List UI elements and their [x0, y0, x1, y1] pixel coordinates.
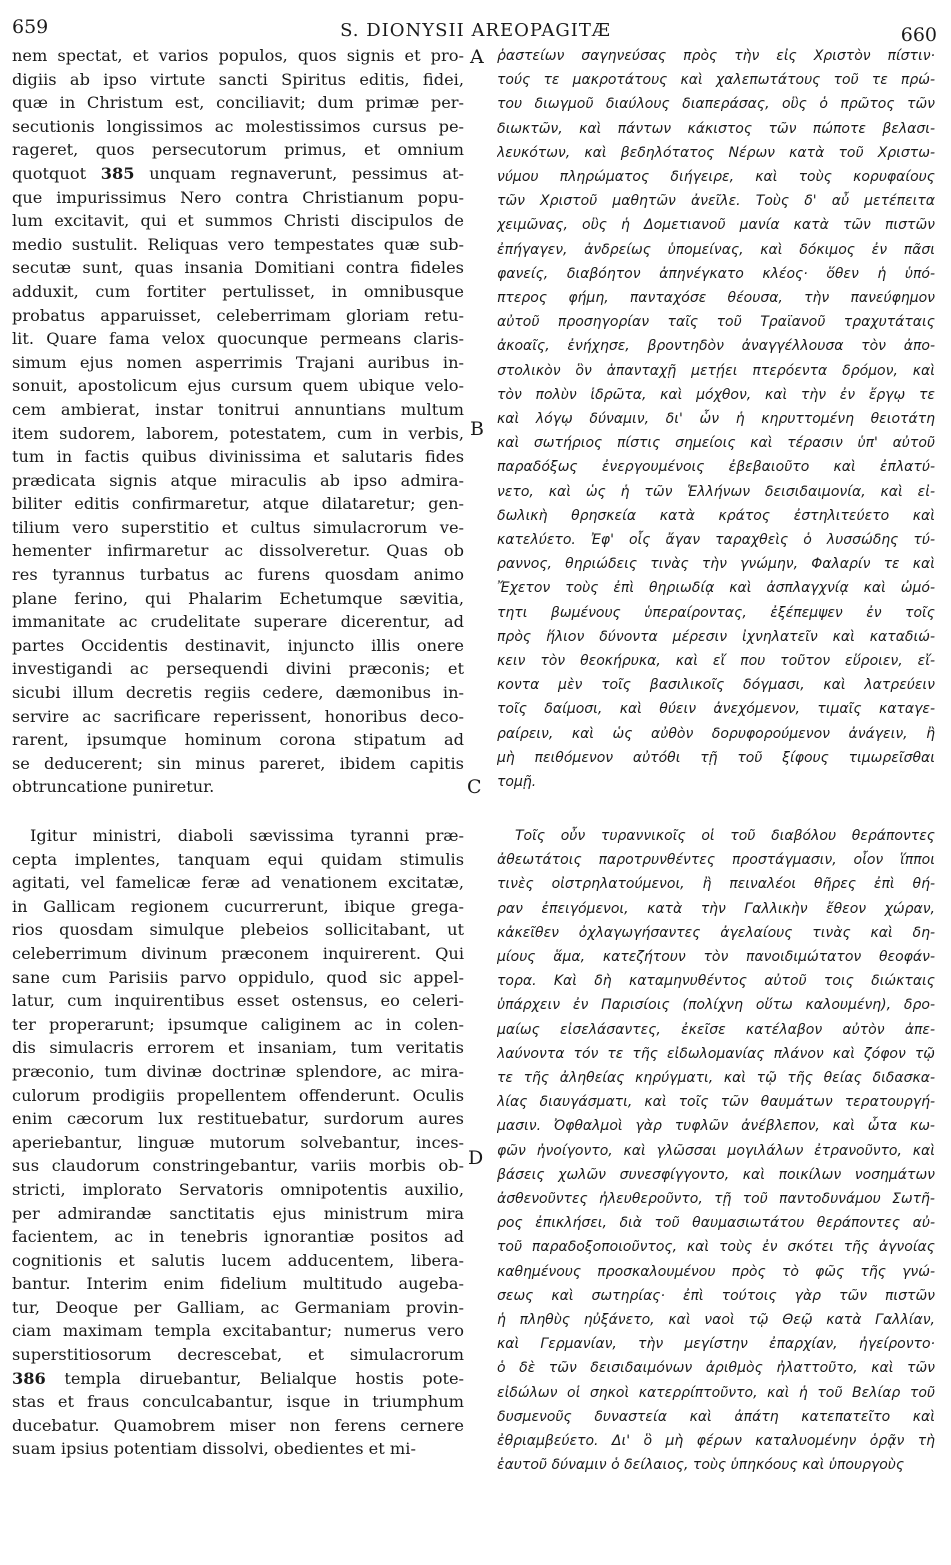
latin-line: latur, cum inquirentibus esset ostensus, eo celeri- [12, 991, 464, 1011]
latin-line: res tyrannus turbatus ac furens quosdam animo [12, 565, 464, 585]
margin-marker-c: C [467, 776, 482, 798]
latin-line: partes Occidentis destinavit, injuncto illis onere [12, 635, 464, 655]
greek-line: δυσμενοῦς δυναστεία καὶ ἀπάτη κατεπατεῖτο καὶ [497, 1408, 935, 1425]
latin-line: adduxit, cum fortiter pertulisset, in omnibusque [12, 281, 464, 301]
latin-line: prædicata signis atque miraculis ab ipso admira- [12, 470, 464, 490]
greek-line: φανείς, διαβόητον ἀπηνέγκατο κλέος· ὅθεν ἡ ὑπό- [497, 265, 935, 282]
latin-line: Igitur ministri, diaboli sævissima tyranni præ- [30, 826, 464, 845]
greek-line: ραν ἐπειγόμενοι, κατὰ τὴν Γαλλικὴν ἔθεον χώραν, [497, 900, 935, 917]
greek-line: τὸν πολὺν ἱδρῶτα, καὶ μόχθον, καὶ τὴν ἐν ἔργῳ τε [497, 386, 935, 403]
latin-line: ciam maximam templa excitabantur; numerus vero [12, 1321, 464, 1341]
greek-line: βάσεις χωλῶν συνεσφίγγοντο, καὶ ποικίλων νοσημάτων [497, 1166, 935, 1183]
greek-line: τινὲς οἰστρηλατούμενοι, ἢ πειναλέοι θῆρες ἐπὶ θή- [497, 876, 935, 893]
greek-line: νετο, καὶ ὡς ἡ τῶν Ἑλλήνων δεισιδαιμονία, καὶ εἰ- [497, 483, 935, 500]
greek-line: στολικὸν ὃν ἁπανταχῇ μετῄει πτερόεντα δρόμον, καὶ [497, 362, 935, 379]
greek-line: ἀσθενοῦντες ἠλευθεροῦντο, τῇ τοῦ παντοδυνάμου Σωτῆ- [497, 1191, 935, 1208]
latin-line: per admirandæ sanctitatis ejus ministrum mira [12, 1203, 464, 1223]
latin-line: superstitiosorum decrescebat, et simulacrorum [12, 1345, 464, 1365]
greek-line: σεως καὶ σωτηρίας· ἐπὶ τούτοις γὰρ τῶν πιστῶν [497, 1287, 935, 1304]
latin-line: lit. Quare fama velox quocunque permeans claris- [12, 329, 464, 349]
greek-line: κατελύετο. Ἐφ' οἷς ἄγαν ταραχθεὶς ὁ λυσσώδης τύ- [497, 532, 935, 549]
latin-line: sus claudorum constringebantur, variis morbis ob- [12, 1156, 464, 1176]
greek-line: ρος ἐπικλήσει, διὰ τοῦ θαυμασιωτάτου θεράποντες αὐ- [497, 1215, 935, 1232]
greek-line: λαύνοντα τόν τε τῆς εἰδωλομανίας πλάνον καὶ ζόφον τῷ [497, 1045, 935, 1062]
latin-line: biliter editis confirmaretur, atque dilataretur; gen- [12, 494, 464, 514]
greek-line: καὶ σωτήριος πίστις σημείοις καὶ τέρασιν ὑπ' αὐτοῦ [497, 435, 935, 452]
greek-line: μίους ἅμα, κατεζήτουν τὸν πανοιδιμώτατον θεοφάν- [497, 949, 935, 966]
margin-marker-a: A [470, 46, 484, 68]
latin-line: plane ferino, qui Phalarim Echetumque sævitia, [12, 588, 464, 608]
latin-line: rageret, quos persecutorum primus, et omnium [12, 140, 464, 160]
greek-line: φῶν ἠνοίγοντο, καὶ γλῶσσαι μογιλάλων ἐτρανοῦντο, καὶ [497, 1142, 935, 1159]
greek-line: τῶν Χριστοῦ μαθητῶν ἀνεῖλε. Τοὺς δ' αὖ μετέπειτα [497, 193, 935, 210]
latin-line: servire ac sacrificare reperissent, honoribus deco- [12, 706, 464, 726]
latin-line: se deducerent; sin minus pareret, ibidem capitis [12, 753, 464, 773]
greek-line: ἡ πληθὺς ηὐξάνετο, καὶ ναοὶ τῷ Θεῷ κατὰ Γαλλίαν, [497, 1312, 935, 1329]
greek-line: Ἔχετον τοὺς ἐπὶ θηριωδίᾳ καὶ ἀσπλαγχνίᾳ καὶ ὠμό- [497, 580, 935, 597]
latin-line: nem spectat, et varios populos, quos signis et pro- [12, 46, 464, 65]
latin-line: simum ejus nomen asperrimis Trajani auribus in- [12, 352, 464, 372]
latin-line: lum excitavit, qui et summos Christi discipulos de [12, 211, 464, 231]
greek-line: μαίως εἰσελάσαντες, ἐκεῖσε κατέλαβον αὐτὸν ἀπε- [497, 1021, 935, 1038]
greek-line: δωλικὴ θρησκεία κατὰ κράτος ἐστηλιτεύετο καὶ [497, 507, 935, 524]
latin-line: quæ in Christum est, conciliavit; dum primæ per- [12, 93, 464, 113]
greek-line: κἀκεῖθεν ὀχλαγωγήσαντες ἀγελαίους τινὰς καὶ δη- [497, 924, 935, 941]
greek-line: χειμῶνας, οὓς ἡ Δομετιανοῦ μανία κατὰ τῶν πιστῶν [497, 217, 935, 234]
latin-line: tum in factis quibus divinissima et salutaris fides [12, 447, 464, 467]
greek-line: τε τῆς ἀληθείας κηρύγματι, καὶ τῷ τῆς θείας διδασκα- [497, 1070, 935, 1087]
latin-line: probatus apparuisset, celeberrimam gloriam retu- [12, 305, 464, 325]
latin-line: hementer infirmaretur ac dissolveretur. Quas ob [12, 541, 464, 561]
greek-column-bottom [497, 824, 935, 1477]
latin-line: immanitate ac crudelitate superare dicerentur, ad [12, 612, 464, 632]
latin-line: ducebatur. Quamobrem miser non ferens cernere [12, 1415, 464, 1435]
greek-line: ραίρειν, καὶ ὡς αὐθὸν δορυφορούμενον ἀνάγειν, ἢ [497, 725, 935, 742]
latin-line: obtruncatione puniretur. [12, 777, 215, 797]
latin-line: item sudorem, laborem, potestatem, cum in verbis, [12, 423, 464, 443]
greek-line: μὴ πειθόμενον αὐτόθι τῇ τοῦ ξίφους τιμωρεῖσθαι [497, 749, 935, 766]
greek-line: λευκότων, καὶ βεδηλότατος Νέρων κατὰ τοῦ Χριστω- [497, 144, 935, 161]
latin-line: rios quosdam simulque plebeios sollicitabant, ut [12, 920, 464, 940]
greek-line: καὶ Γερμανίαν, τὴν μεγίστην ἐπαρχίαν, ἠγείροντο· [497, 1336, 935, 1353]
latin-line: sicubi illum decretis regiis cedere, dæmonibus in- [12, 683, 464, 703]
greek-line: πτερος φήμη, πανταχόσε θέουσα, τὴν πανεύφημον [497, 290, 935, 307]
greek-line: διωκτῶν, καὶ πάντων κάκιστος τῶν πώποτε βελασι- [497, 120, 935, 137]
latin-line: facientem, ac in tenebris ignorantiæ positos ad [12, 1227, 464, 1247]
latin-line: sonuit, apostolicum ejus cursum quem ubique velo- [12, 376, 464, 396]
margin-marker-b: B [470, 418, 484, 440]
latin-line: in Gallicam regionem cucurrerunt, ibique grega- [12, 896, 464, 916]
greek-line: νύμου πληρώματος διήγειρε, καὶ τοὺς κορυφαίους [497, 169, 935, 186]
greek-line: ἐπήγαγεν, ἀνδρείως ὑπομείνας, καὶ δόκιμος ἐν πᾶσι [497, 241, 935, 258]
greek-line: Τοῖς οὖν τυραννικοῖς οἱ τοῦ διαβόλου θεράποντες [515, 828, 935, 844]
right-page-number: 660 [900, 24, 937, 46]
latin-line: culorum prodigiis propellentem offenderunt. Oculis [12, 1085, 464, 1105]
greek-line: τοῦ παραδοξοποιοῦντος, καὶ τοὺς ἐν σκότει τῆς ἀγνοίας [497, 1239, 935, 1256]
latin-line: sane cum Parisiis parvo oppidulo, quod sic appel- [12, 967, 464, 987]
latin-line: stas et fraus conculcabantur, isque in triumphum [12, 1392, 464, 1412]
greek-line: κοντα μὲν τοῖς βασιλικοῖς δόγμασι, καὶ λατρεύειν [497, 677, 935, 694]
greek-line: καὶ λόγῳ δύναμιν, δι' ὧν ἡ κηρυττομένη θειοτάτη [497, 411, 935, 428]
latin-line: dis simulacris errorem et insaniam, tum veritatis [12, 1038, 464, 1058]
left-page-number: 659 [12, 16, 49, 38]
margin-marker-d: D [468, 1147, 484, 1169]
greek-line: ῥαστείων σαγηνεύσας πρὸς τὴν εἰς Χριστὸν πίστιν· [497, 48, 935, 64]
greek-line: ὁ δὲ τῶν δεισιδαιμόνων ἀριθμὸς ἠλαττοῦτο, καὶ τῶν [497, 1360, 935, 1377]
greek-line: του διωγμοῦ διαύλους διαπεράσας, οὓς ὁ πρῶτος τῶν [497, 96, 935, 113]
latin-line: digiis ab ipso virtute sancti Spiritus editis, fidei, [12, 69, 464, 89]
greek-line: ραννος, θηριώδεις τινὰς τὴν γνώμην, Φαλαρίν τε καὶ [497, 556, 935, 573]
latin-line: agitati, vel famelicæ feræ ad venationem excitatæ, [12, 873, 464, 893]
greek-line: ὑπάρχειν ἐν Παρισίοις (πολίχνη οὕτω καλουμένη), δρο- [497, 997, 935, 1014]
latin-line: tur, Deoque per Galliam, ac Germaniam provin- [12, 1297, 464, 1317]
latin-column-top [12, 44, 464, 799]
running-title: S. DIONYSII AREOPAGITÆ [340, 20, 611, 41]
latin-line: enim cæcorum lux restituebatur, surdorum aures [12, 1109, 464, 1129]
latin-line: suam ipsius potentiam dissolvi, obedientes et mi- [12, 1439, 416, 1459]
latin-line: medio sustulit. Reliquas vero tempestates quæ sub- [12, 234, 464, 254]
greek-line: αὐτοῦ προσηγορίαν ταῖς τοῦ Τραϊανοῦ τραχυτάταις [497, 314, 935, 331]
latin-line: præconio, tum divinæ doctrinæ splendore, ac mira- [12, 1061, 464, 1081]
greek-line: εἰδώλων οἱ σηκοὶ κατερρίπτοῦντο, καὶ ἡ τοῦ Βελίαρ τοῦ [497, 1384, 935, 1401]
latin-line: investigandi ac persequendi divini præconis; et [12, 659, 464, 679]
greek-line: κειν τὸν θεοκήρυκα, καὶ εἴ που τοῦτον εὕροιεν, εἴ- [497, 653, 935, 670]
latin-line: cepta implentes, tanquam equi quidam stimulis [12, 849, 464, 869]
greek-line: ἑαυτοῦ δύναμιν ὁ δείλαιος, τοὺς ὑπηκόους καὶ ὑπουργοὺς [497, 1457, 905, 1474]
latin-line: secutæ sunt, quas insania Domitiani contra fideles [12, 258, 464, 278]
latin-line: bantur. Interim enim fidelium multitudo augeba- [12, 1274, 464, 1294]
greek-line: ἐθριαμβεύετο. Δι' ὃ μὴ φέρων καταλυομένην ὁρᾷν τὴ [497, 1433, 935, 1450]
latin-line: cem ambierat, instar tonitrui annuntians multum [12, 399, 464, 419]
greek-line: τορα. Καὶ δὴ καταμηνυθέντος αὐτοῦ τοις διώκταις [497, 973, 935, 990]
latin-line: cognitionis et salutis lucem adducentem, libera- [12, 1250, 464, 1270]
greek-line: τοῖς δαίμοσι, καὶ θύειν ἀνεχόμενον, τιμαῖς καταγε- [497, 701, 935, 718]
latin-line: tilium vero superstitio et cultus simulacrorum ve- [12, 517, 464, 537]
latin-line: quotquot 385 unquam regnaverunt, pessimus at- [12, 163, 464, 183]
greek-line: ἀκοαῖς, ἐνήχησε, βροντηδὸν ἀναγγέλλουσα τὸν ἀπο- [497, 338, 935, 355]
latin-line: celeberrimum divinum præconem inquirerent. Qui [12, 943, 464, 963]
latin-line: stricti, implorato Servatoris omnipotentis auxilio, [12, 1179, 464, 1199]
latin-line: ter properarunt; ipsumque caliginem ac in colen- [12, 1014, 464, 1034]
greek-line: ἀθεωτάτοις παροτρυνθέντες προστάγμασιν, οἷον ἵπποι [497, 852, 935, 869]
greek-line: μασιν. Ὀφθαλμοὶ γὰρ τυφλῶν ἀνέβλεπον, καὶ ὦτα κω- [497, 1118, 935, 1135]
greek-line: τητι βωμένους ὑπεραίροντας, ἐξέπεμψεν ἐν τοῖς [497, 604, 935, 621]
latin-line: que impurissimus Nero contra Christianum popu- [12, 187, 464, 207]
latin-line: secutionis longissimos ac molestissimos cursus pe- [12, 116, 464, 136]
greek-line: παραδόξως ἐνεργουμένοις ἐβεβαιοῦτο καὶ ἐπλατύ- [497, 459, 935, 476]
greek-column-top [497, 44, 935, 794]
greek-line: καθημένους προσκαλουμένου πρὸς τὸ φῶς τῆς γνώ- [497, 1263, 935, 1280]
greek-line: λίας διαυγάσματι, καὶ τοῖς τῶν θαυμάτων τερατουργή- [497, 1094, 935, 1111]
latin-column-bottom [12, 824, 464, 1461]
latin-line: 386 templa diruebantur, Belialque hostis pote- [12, 1368, 464, 1388]
greek-line: πρὸς ἥλιον δύνοντα μέρεσιν ἰχνηλατεῖν καὶ καταδιώ- [497, 628, 935, 645]
greek-line: τούς τε μακροτάτους καὶ χαλεπωτάτους τοῦ τε πρώ- [497, 72, 935, 89]
latin-line: aperiebantur, linguæ mutorum solvebantur, inces- [12, 1132, 464, 1152]
latin-line: rarent, ipsumque hominum corona stipatum ad [12, 730, 464, 750]
greek-line: τομῇ. [497, 774, 537, 791]
